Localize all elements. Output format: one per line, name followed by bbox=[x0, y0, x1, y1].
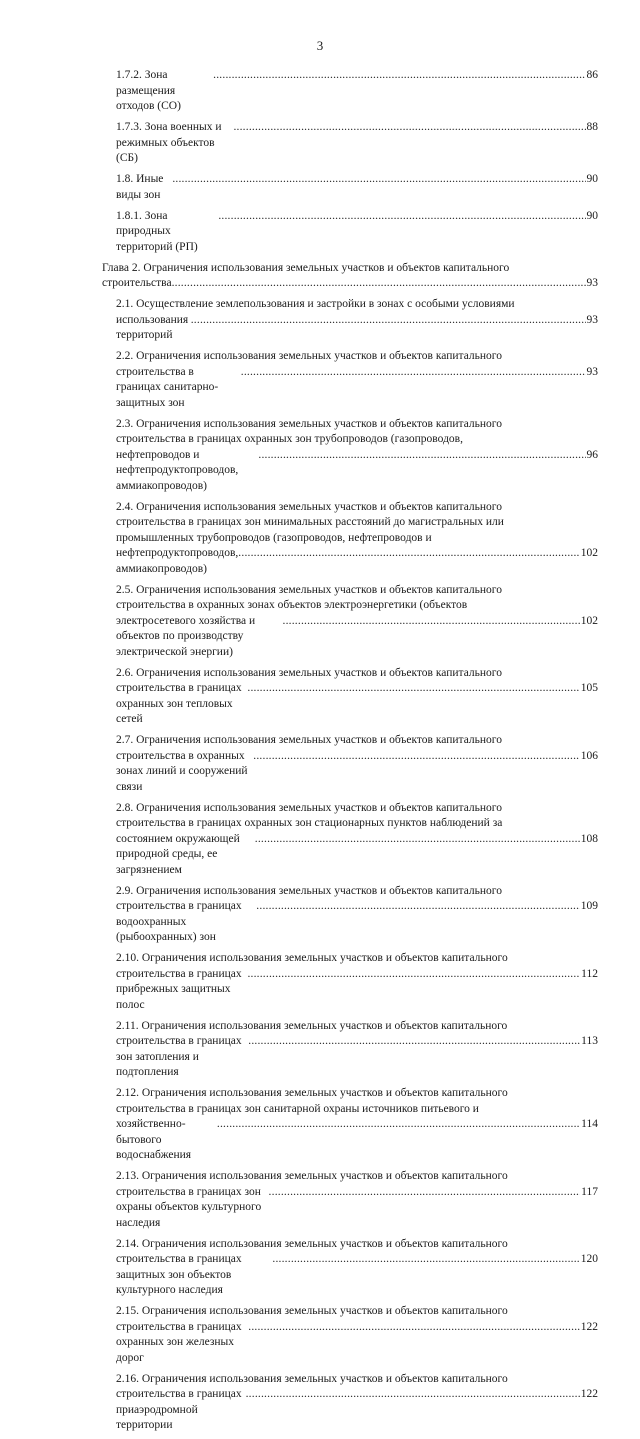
toc-page-number: 102 bbox=[580, 614, 598, 627]
toc-entry-text: нефтепроводов и нефтепродуктопроводов, аммиакопроводов) bbox=[116, 448, 239, 492]
toc-page-number: 96 bbox=[586, 448, 598, 461]
toc-entry bbox=[102, 120, 598, 167]
page-number: 3 bbox=[316, 38, 324, 53]
toc-entry-text: строительства в границах зон затопления и подтопления bbox=[116, 1035, 242, 1078]
dot-leader bbox=[246, 1387, 580, 1403]
table-of-contents bbox=[102, 68, 598, 1439]
dot-leader bbox=[213, 68, 585, 84]
toc-entry-text: строительства bbox=[102, 277, 172, 289]
toc-entry-text: 2.1. Осуществление землепользования и застройки в зонах с особыми условиями bbox=[116, 298, 515, 310]
toc-page-number: 109 bbox=[580, 900, 598, 912]
toc-entry-text: 2.4. Ограничения использования земельных участков и объектов капитального bbox=[116, 500, 502, 513]
toc-entry-text: 1.7.2. Зона размещения отходов (СО) bbox=[116, 69, 181, 112]
dot-leader bbox=[258, 448, 585, 464]
toc-entry-text: строительства в охранных зонах объектов электроэнергетики (объектов bbox=[116, 599, 468, 611]
toc-entry bbox=[102, 500, 598, 578]
toc-page-number: 93 bbox=[586, 313, 598, 326]
toc-entry-text: 2.2. Ограничения использования земельных участков и объектов капитального bbox=[116, 350, 502, 362]
toc-entry bbox=[102, 666, 598, 728]
dot-leader bbox=[256, 899, 579, 915]
toc-entry-text: 1.7.3. Зона военных и режимных объектов (СБ) bbox=[116, 121, 222, 164]
toc-entry-text: строительства в границах зон охраны объектов культурного наследия bbox=[116, 1185, 262, 1229]
toc-entry bbox=[102, 583, 598, 661]
toc-entry bbox=[102, 68, 598, 115]
toc-entry bbox=[102, 1304, 598, 1366]
toc-page-number: 108 bbox=[580, 832, 598, 845]
toc-entry bbox=[102, 417, 598, 495]
dot-leader bbox=[272, 1252, 579, 1268]
dot-leader bbox=[247, 681, 579, 697]
toc-page-number: 112 bbox=[581, 967, 598, 980]
toc-entry-text: строительства в границах зон санитарной охраны источников питьевого и bbox=[116, 1102, 479, 1115]
toc-page-number: 90 bbox=[586, 173, 598, 185]
toc-entry bbox=[102, 951, 598, 1013]
dot-leader bbox=[247, 967, 580, 983]
dot-leader bbox=[283, 614, 580, 630]
toc-entry-text: промышленных трубопроводов (газопроводов, нефтепроводов и bbox=[116, 531, 432, 544]
toc-entry bbox=[102, 733, 598, 795]
dot-leader bbox=[248, 1034, 580, 1050]
dot-leader bbox=[191, 313, 586, 329]
toc-entry-text: строительства в границах охранных зон стационарных пунктов наблюдений за bbox=[116, 817, 503, 829]
toc-entry-text: строительства в границах защитных зон объектов культурного наследия bbox=[116, 1253, 242, 1296]
toc-entry-text: строительства в охранных зонах линий и сооружений связи bbox=[116, 749, 248, 793]
toc-page-number: 90 bbox=[586, 209, 598, 222]
toc-entry-text: хозяйственно-бытового водоснабжения bbox=[116, 1118, 192, 1161]
toc-entry bbox=[102, 1086, 598, 1164]
toc-page-number: 93 bbox=[586, 277, 598, 289]
toc-entry-text: 2.9. Ограничения использования земельных участков и объектов капитального bbox=[116, 884, 502, 897]
dot-leader bbox=[172, 276, 586, 292]
toc-entry-text: состоянием окружающей природной среды, ее загрязнением bbox=[116, 832, 240, 876]
toc-entry bbox=[102, 884, 598, 946]
toc-entry-text: электросетевого хозяйства и объектов по производству электрической энергии) bbox=[116, 614, 256, 658]
toc-entry-text: нефтепродуктопроводов, аммиакопроводов) bbox=[116, 547, 239, 575]
toc-entry-text: строительства в границах охранных зон железных дорог bbox=[116, 1320, 242, 1364]
dot-leader bbox=[255, 832, 580, 848]
toc-entry-text: 2.16. Ограничения использования земельных участков и объектов капитального bbox=[116, 1372, 508, 1385]
toc-page-number: 102 bbox=[580, 547, 598, 559]
toc-entry-text: 2.11. Ограничения использования земельных участков и объектов капитального bbox=[116, 1019, 508, 1032]
toc-entry-text: 2.12. Ограничения использования земельных участков и объектов капитального bbox=[116, 1087, 508, 1099]
toc-entry-text: 1.8.1. Зона природных территорий (РП) bbox=[116, 209, 198, 253]
toc-page-number: 86 bbox=[586, 69, 598, 81]
toc-entry-text: 2.7. Ограничения использования земельных участков и объектов капитального bbox=[116, 734, 502, 746]
toc-entry bbox=[102, 349, 598, 411]
toc-entry bbox=[102, 1372, 598, 1434]
dot-leader bbox=[269, 1185, 581, 1201]
toc-page-number: 93 bbox=[586, 365, 598, 378]
toc-entry bbox=[102, 297, 598, 344]
toc-page-number: 113 bbox=[581, 1035, 598, 1047]
dot-leader bbox=[248, 1320, 580, 1336]
toc-entry-text: строительства в границах охранных зон трубопроводов (газопроводов, bbox=[116, 433, 463, 445]
toc-entry-text: строительства в границах прибрежных защитных полос bbox=[116, 967, 242, 1011]
toc-entry-text: строительства в границах зон минимальных расстояний до магистральных или bbox=[116, 516, 504, 528]
toc-entry-text: строительства в границах охранных зон тепловых сетей bbox=[116, 682, 242, 725]
dot-leader bbox=[218, 209, 585, 225]
toc-entry bbox=[102, 801, 598, 879]
dot-leader bbox=[238, 546, 579, 562]
toc-entry-text: 2.3. Ограничения использования земельных участков и объектов капитального bbox=[116, 417, 502, 430]
toc-page-number: 120 bbox=[580, 1253, 598, 1265]
dot-leader bbox=[233, 120, 585, 136]
dot-leader bbox=[253, 749, 579, 765]
toc-entry bbox=[102, 1237, 598, 1299]
toc-entry-text: строительства в границах водоохранных (рыбоохранных) зон bbox=[116, 900, 242, 943]
toc-entry-text: 2.5. Ограничения использования земельных участков и объектов капитального bbox=[116, 583, 502, 596]
toc-page-number: 105 bbox=[580, 682, 598, 694]
toc-entry-text: 2.14. Ограничения использования земельных участков и объектов капитального bbox=[116, 1237, 508, 1250]
toc-entry-text: 2.10. Ограничения использования земельных участков и объектов капитального bbox=[116, 952, 508, 964]
toc-page-number: 122 bbox=[580, 1388, 598, 1400]
toc-page-number: 117 bbox=[581, 1185, 598, 1198]
toc-entry-text: Глава 2. Ограничения использования земельных участков и объектов капитального bbox=[102, 261, 510, 274]
toc-page-number: 122 bbox=[580, 1320, 598, 1333]
toc-entry bbox=[102, 172, 598, 203]
toc-page-number: 106 bbox=[580, 749, 598, 762]
toc-entry-text: 2.13. Ограничения использования земельных участков и объектов капитального bbox=[116, 1170, 508, 1182]
toc-entry-text: строительства в границах санитарно-защитных зон bbox=[116, 365, 219, 409]
toc-entry-text: строительства в границах приаэродромной территории bbox=[116, 1388, 242, 1431]
dot-leader bbox=[241, 365, 586, 381]
toc-page-number: 88 bbox=[586, 121, 598, 133]
toc-entry bbox=[102, 209, 598, 256]
toc-entry-text: 2.8. Ограничения использования земельных участков и объектов капитального bbox=[116, 801, 502, 814]
toc-entry-text: 1.8. Иные виды зон bbox=[116, 173, 164, 201]
toc-page-number: 114 bbox=[581, 1118, 598, 1130]
dot-leader bbox=[172, 172, 585, 188]
dot-leader bbox=[217, 1117, 580, 1133]
toc-entry-text: 2.15. Ограничения использования земельных участков и объектов капитального bbox=[116, 1305, 508, 1317]
toc-entry bbox=[102, 1169, 598, 1231]
toc-entry bbox=[102, 1019, 598, 1081]
toc-entry-text: 2.6. Ограничения использования земельных участков и объектов капитального bbox=[116, 666, 502, 679]
toc-entry bbox=[102, 261, 598, 292]
toc-entry-text: использования территорий bbox=[116, 313, 189, 341]
